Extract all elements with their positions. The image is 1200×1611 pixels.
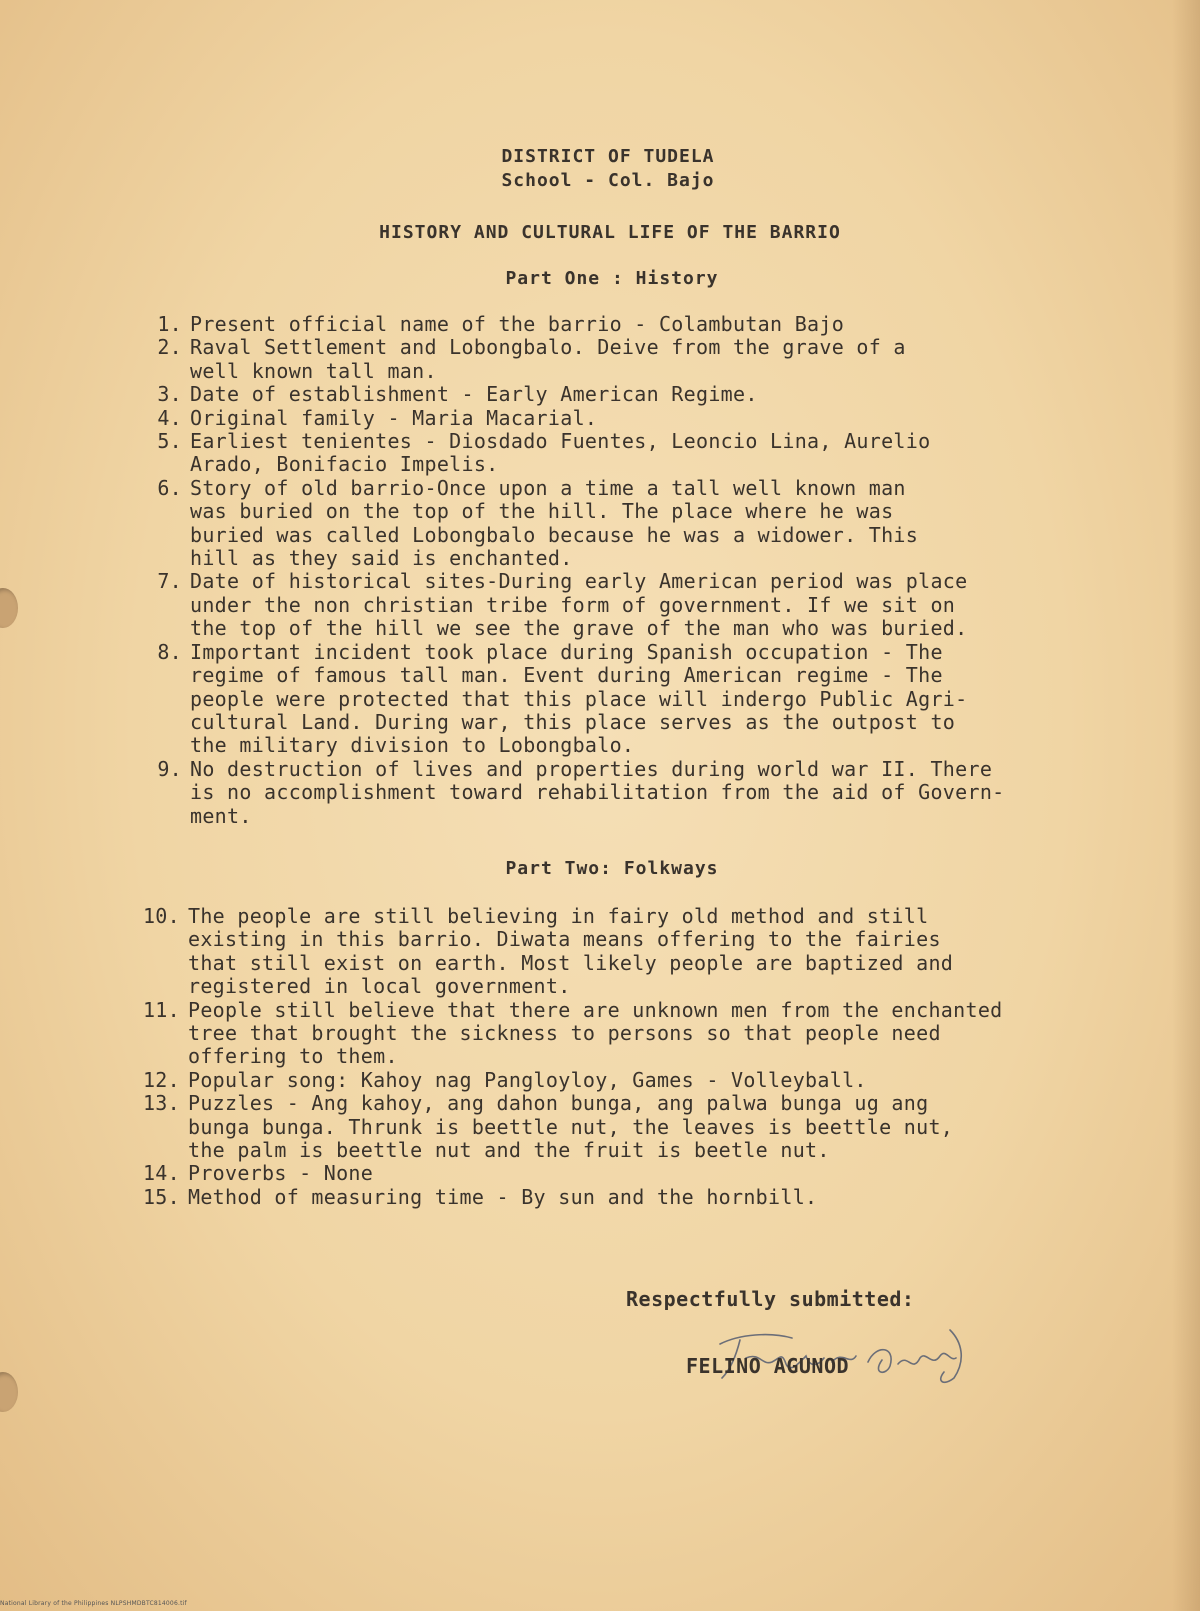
item-text: Puzzles - Ang kahoy, ang dahon bunga, ang palwa bunga ug ang bunga bunga. Thrunk is beettle nut, the leaves is beettle nut, the palm is beettle nut and the fruit is beetle nut.: [188, 1091, 954, 1163]
item-number: 5.: [157, 429, 182, 454]
list-item: [130, 999, 1130, 1069]
list-item: [140, 383, 1130, 406]
item-number: 9.: [157, 756, 182, 781]
item-number: 10.: [142, 904, 180, 928]
item-text: Proverbs - None: [188, 1161, 374, 1186]
list-item: [140, 758, 1130, 828]
item-number: 8.: [157, 639, 182, 664]
list-item: [140, 336, 1130, 383]
item-text: Story of old barrio-Once upon a time a tall well known man was buried on the top of the hill. The place where he was buried was called Lobongbalo because he was a widower. This hill as they said is enchanted.: [190, 475, 919, 571]
item-number: 3.: [157, 382, 182, 407]
item-text: Raval Settlement and Lobongbalo. Deive from the grave of a well known tall man.: [190, 335, 906, 383]
punch-hole: [0, 588, 18, 628]
item-text: People still believe that there are unknown men from the enchanted tree that brought the sickness to persons so that people need offering to them.: [188, 997, 1003, 1069]
punch-hole: [0, 1372, 18, 1412]
list-item: [140, 570, 1130, 640]
closing-line: Respectfully submitted:: [626, 1287, 915, 1311]
item-text: The people are still believing in fairy old method and still existing in this barrio. Diwata means offering to the fairies that still exist on earth. Most likely people are baptized and registered in local government.: [188, 904, 954, 999]
item-text: Method of measuring time - By sun and the hornbill.: [188, 1184, 818, 1209]
item-number: 7.: [157, 569, 182, 594]
item-number: 11.: [142, 997, 180, 1022]
part-one-list: [140, 313, 1130, 828]
item-text: Important incident took place during Spanish occupation - The regime of famous tall man. Event during American regime - The people were protected that this place will indergo Public Agri- cultural Land. During war, this place serves as the outpost to the military division to Lobongbalo.: [190, 639, 968, 758]
item-number: 2.: [157, 335, 182, 360]
list-item: [140, 641, 1130, 758]
list-item: [130, 1186, 1130, 1209]
item-number: 1.: [157, 312, 182, 336]
document-title: HISTORY AND CULTURAL LIFE OF THE BARRIO: [379, 222, 841, 243]
item-number: 14.: [142, 1161, 180, 1186]
item-number: 4.: [157, 405, 182, 430]
item-number: 6.: [157, 475, 182, 500]
list-item: [140, 407, 1130, 430]
district-heading: DISTRICT OF TUDELA: [501, 146, 715, 167]
item-text: No destruction of lives and properties during world war II. There is no accomplishment toward rehabilitation from the aid of Govern- ment.: [190, 756, 1005, 828]
list-item: [130, 1162, 1130, 1185]
list-item: [130, 1069, 1130, 1092]
item-number: 15.: [142, 1184, 180, 1209]
archive-footer: National Library of the Philippines NLPSHMDBTC814006.tif: [0, 1600, 187, 1607]
part-two-heading: Part Two: Folkways: [505, 858, 719, 879]
list-item: [140, 430, 1130, 477]
signer-name: FELINO AGUNOD: [686, 1354, 850, 1378]
item-number: 12.: [142, 1067, 180, 1092]
item-text: Present official name of the barrio - Colambutan Bajo: [190, 312, 845, 336]
list-item: [130, 905, 1130, 999]
item-text: Original family - Maria Macarial.: [190, 405, 598, 430]
part-two-list: [130, 905, 1130, 1209]
part-one-heading: Part One : History: [505, 268, 719, 289]
item-text: Popular song: Kahoy nag Pangloyloy, Games - Volleyball.: [188, 1067, 867, 1092]
item-text: Earliest tenientes - Diosdado Fuentes, Leoncio Lina, Aurelio Arado, Bonifacio Impelis.: [190, 429, 931, 477]
item-text: Date of historical sites-During early American period was place under the non christian tribe form of government. If we sit on the top of the hill we see the grave of the man who was buried.: [190, 569, 968, 641]
list-item: [140, 313, 1130, 336]
list-item: [130, 1092, 1130, 1162]
list-item: [140, 477, 1130, 571]
school-heading: School - Col. Bajo: [501, 170, 715, 191]
item-text: Date of establishment - Early American Regime.: [190, 382, 758, 407]
item-number: 13.: [142, 1091, 180, 1116]
